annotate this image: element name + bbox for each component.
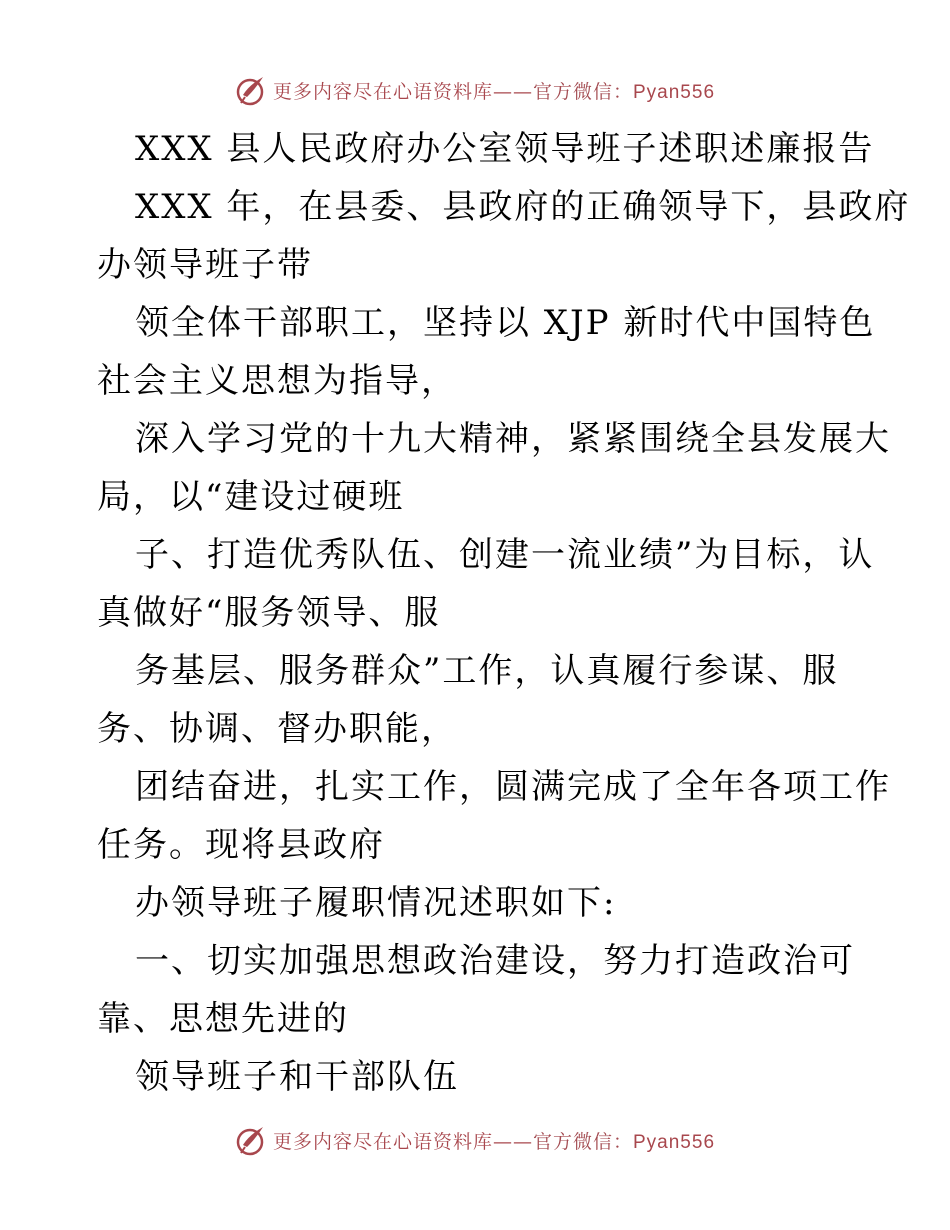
watermark-wechat-label: 官方微信： (532, 80, 633, 103)
text-line: 办领导班子履职情况述职如下: (135, 883, 617, 923)
text-line: 领全体干部职工，坚持以 XJP 新时代中国特色 (135, 303, 876, 343)
quill-logo-icon (235, 1123, 269, 1157)
watermark-wechat-id: Pyan556 (633, 1131, 716, 1153)
text-line: XXX 年，在县委、县政府的正确领导下，县政府 (135, 187, 911, 227)
text-line: 任务。现将县政府 (97, 825, 385, 865)
quill-logo-icon (235, 73, 269, 107)
watermark-site: 更多内容尽在心语资料库 (272, 80, 493, 103)
watermark-text (273, 1127, 715, 1154)
watermark-wechat-label: 官方微信： (532, 1130, 633, 1153)
text-line: 务基层、服务群众”工作，认真履行参谋、服 (135, 651, 839, 691)
text-line: 团结奋进，扎实工作，圆满完成了全年各项工作 (135, 767, 891, 807)
text-line: 务、协调、督办职能， (97, 709, 457, 749)
watermark-site: 更多内容尽在心语资料库 (272, 1130, 493, 1153)
watermark-separator: —— (492, 1130, 533, 1153)
text-line: 深入学习党的十九大精神，紧紧围绕全县发展大 (135, 419, 891, 459)
text-line: 子、打造优秀队伍、创建一流业绩”为目标，认 (135, 535, 875, 575)
text-line: 领导班子和干部队伍 (135, 1057, 459, 1097)
text-line: XXX 县人民政府办公室领导班子述职述廉报告 (135, 129, 875, 169)
watermark-text (273, 77, 715, 104)
text-line: 一、切实加强思想政治建设，努力打造政治可 (135, 941, 855, 981)
text-line: 社会主义思想为指导， (97, 361, 457, 401)
text-line: 局，以“建设过硬班 (97, 477, 405, 517)
watermark-separator: —— (492, 80, 533, 103)
text-line: 靠、思想先进的 (97, 999, 349, 1039)
watermark-wechat-id: Pyan556 (633, 81, 716, 103)
header-watermark (0, 70, 950, 110)
text-line: 真做好“服务领导、服 (97, 593, 441, 633)
footer-watermark (0, 1120, 950, 1160)
document-body (97, 120, 911, 1106)
text-line: 办领导班子带 (97, 245, 313, 285)
